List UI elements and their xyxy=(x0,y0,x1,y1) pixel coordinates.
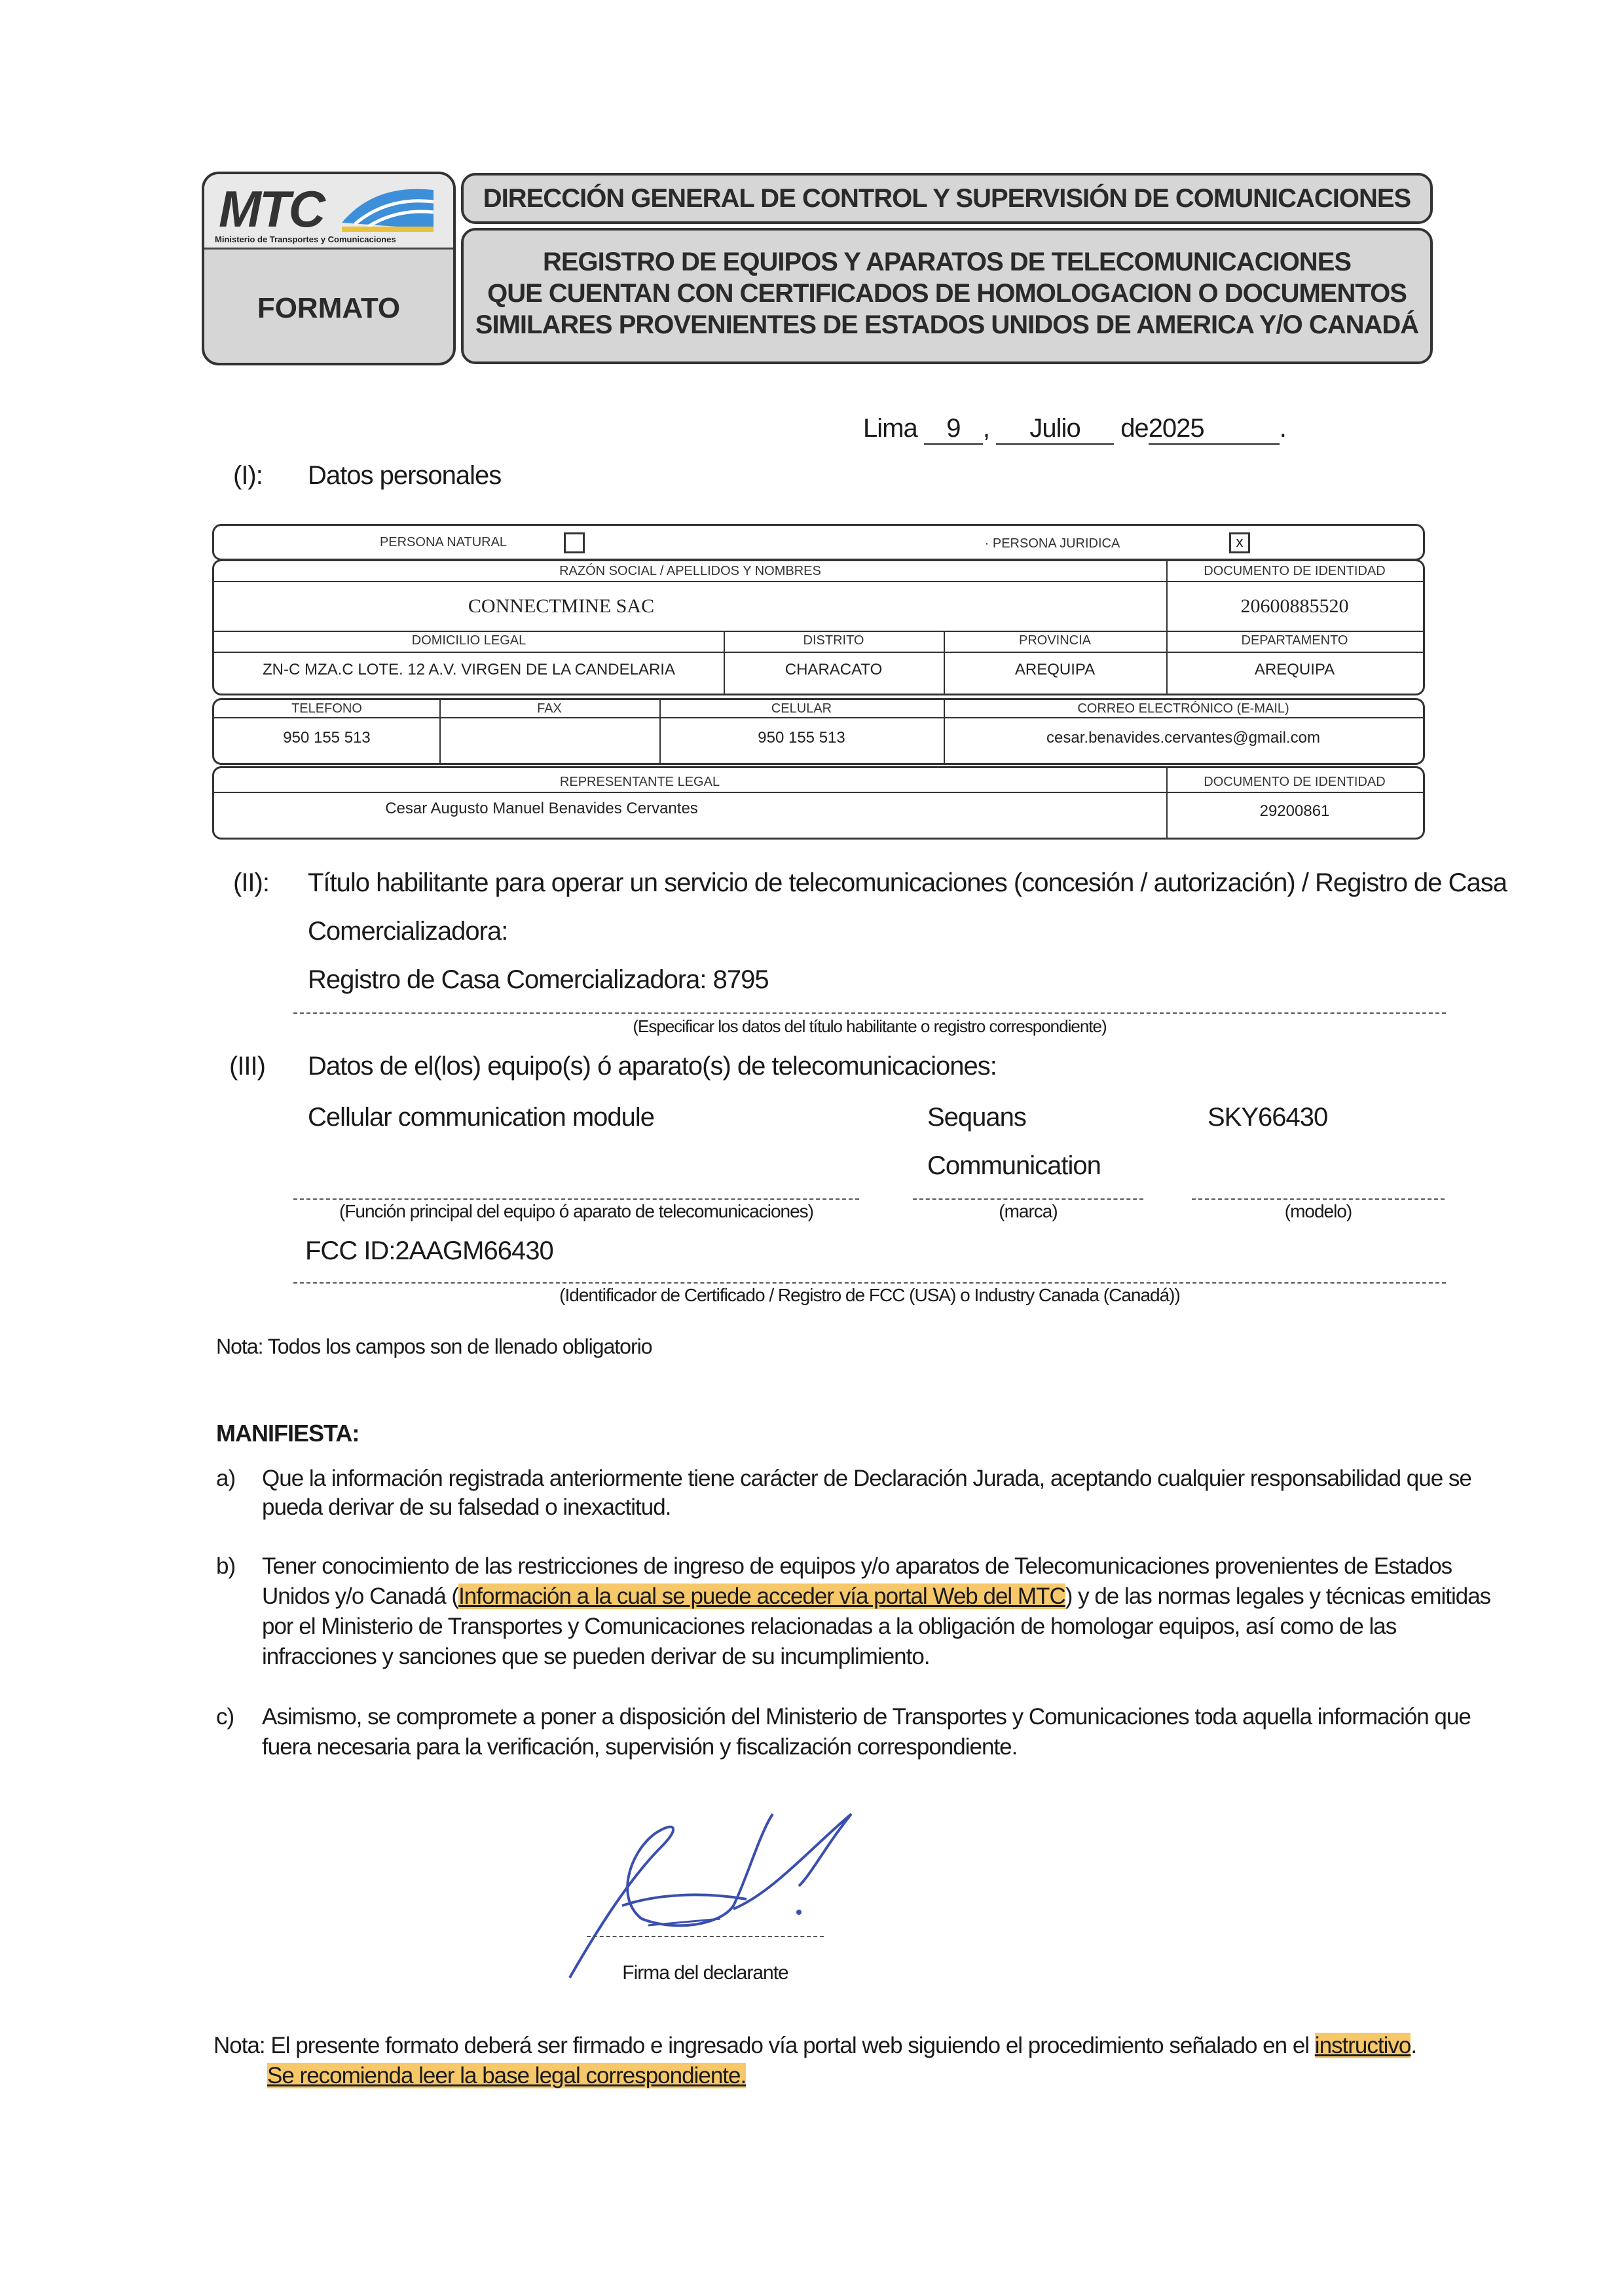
registro-title xyxy=(461,228,1433,364)
item-b-line1: Tener conocimiento de las restricciones de ingreso de equipos y/o aparatos de Telecomunicaciones provenientes de Estados xyxy=(262,1553,1452,1579)
item-b-line4: infracciones y sanciones que se pueden derivar de su incumplimiento. xyxy=(262,1644,930,1669)
logo-wave-icon xyxy=(335,183,440,232)
distrito-label: DISTRITO xyxy=(803,633,864,648)
item-a-line1: Que la información registrada anteriormente tiene carácter de Declaración Jurada, aceptando cualquier responsabilidad que se xyxy=(262,1466,1471,1491)
doc-identidad-label: DOCUMENTO DE IDENTIDAD xyxy=(1204,564,1386,578)
item-a-line2: pueda derivar de su falsedad o inexactitud. xyxy=(262,1494,671,1520)
marca-value-line2: Communication xyxy=(927,1151,1101,1180)
formato-label: FORMATO xyxy=(257,292,401,324)
base-legal-link[interactable]: Se recomienda leer la base legal correspondiente. xyxy=(267,2063,747,2088)
section2-title-line1: Título habilitante para operar un servicio de telecomunicaciones (concesión / autorización) / Registro de Casa xyxy=(308,868,1507,897)
doc-identidad-value: 20600885520 xyxy=(1240,595,1349,617)
section3-number: (III) xyxy=(229,1052,265,1081)
fax-label: FAX xyxy=(537,701,562,716)
razon-social-block xyxy=(212,559,1425,695)
signature-image xyxy=(550,1794,904,1984)
telefono-label: TELEFONO xyxy=(291,701,362,716)
distrito-value: CHARACATO xyxy=(784,661,883,678)
item-a-letter: a) xyxy=(216,1466,236,1491)
funcion-value: Cellular communication module xyxy=(308,1103,655,1132)
item-b-line3: por el Ministerio de Transportes y Comunicaciones relacionadas a la obligación de homologar equipos, así como de las xyxy=(262,1614,1397,1639)
date-de: de xyxy=(1120,414,1149,443)
celular-value: 950 155 513 xyxy=(758,729,845,747)
contact-block xyxy=(212,698,1425,765)
item-b-letter: b) xyxy=(216,1553,236,1579)
modelo-value: SKY66430 xyxy=(1208,1103,1328,1132)
marca-value-line1: Sequans xyxy=(927,1103,1026,1132)
section1-number: (I): xyxy=(233,461,263,490)
razon-social-value: CONNECTMINE SAC xyxy=(468,595,655,617)
doc-rep-value: 29200861 xyxy=(1259,802,1330,820)
fcc-value: FCC ID:2AAGM66430 xyxy=(305,1236,553,1265)
instructivo-link[interactable]: instructivo xyxy=(1314,2033,1411,2058)
section2-value: Registro de Casa Comercializadora: 8795 xyxy=(308,965,769,994)
departamento-label: DEPARTAMENTO xyxy=(1241,633,1348,648)
nota-firma-period: . xyxy=(1411,2033,1417,2058)
doc-rep-label: DOCUMENTO DE IDENTIDAD xyxy=(1204,775,1386,789)
date-year: 2025 xyxy=(1149,414,1280,445)
item-c-line2: fuera necesaria para la verificación, supervisión y fiscalización correspondiente. xyxy=(262,1734,1018,1760)
base-legal-link-wrap xyxy=(267,2063,746,2089)
correo-label: CORREO ELECTRÓNICO (E-MAIL) xyxy=(1077,701,1289,716)
logo-subtitle: Ministerio de Transportes y Comunicaciones xyxy=(215,234,396,244)
telefono-value: 950 155 513 xyxy=(283,729,371,747)
nota-obligatorio: Nota: Todos los campos son de llenado obligatorio xyxy=(216,1335,652,1358)
section2-title-line2: Comercializadora: xyxy=(308,917,508,946)
logo-top xyxy=(204,174,453,250)
provincia-label: PROVINCIA xyxy=(1018,633,1092,648)
marca-caption: (marca) xyxy=(999,1201,1058,1221)
nota-firma xyxy=(213,2033,1416,2059)
fcc-caption: (Identificador de Certificado / Registro de FCC (USA) o Industry Canada (Canadá)) xyxy=(559,1285,1180,1305)
section2-caption: (Especificar los datos del título habilitante o registro correspondiente) xyxy=(633,1016,1107,1036)
registro-line-2: QUE CUENTAN CON CERTIFICADOS DE HOMOLOGACION O DOCUMENTOS xyxy=(487,279,1407,308)
correo-value: cesar.benavides.cervantes@gmail.com xyxy=(1046,729,1320,747)
persona-juridica-label: · PERSONA JURIDICA xyxy=(984,536,1120,551)
domicilio-value: ZN-C MZA.C LOTE. 12 A.V. VIRGEN DE LA CANDELARIA xyxy=(263,661,675,678)
date-day: 9 xyxy=(924,414,983,445)
section2-number: (II): xyxy=(233,868,269,897)
section3-title: Datos de el(los) equipo(s) ó aparato(s) de telecomunicaciones: xyxy=(308,1052,997,1081)
representante-block xyxy=(212,766,1425,840)
representante-value: Cesar Augusto Manuel Benavides Cervantes xyxy=(385,800,698,817)
item-c-line1: Asimismo, se compromete a poner a disposición del Ministerio de Transportes y Comunicaciones toda aquella información que xyxy=(262,1704,1471,1730)
item-c-letter: c) xyxy=(216,1704,234,1730)
registro-line-3: SIMILARES PROVENIENTES DE ESTADOS UNIDOS DE AMERICA Y/O CANADÁ xyxy=(475,310,1419,339)
persona-type-row xyxy=(212,524,1425,561)
departamento-value: AREQUIPA xyxy=(1254,661,1335,678)
nota-firma-text: Nota: El presente formato deberá ser firmado e ingresado vía portal web siguiendo el procedimiento señalado en el xyxy=(213,2033,1315,2058)
provincia-value: AREQUIPA xyxy=(1014,661,1096,678)
mtc-portal-link[interactable]: Información a la cual se puede acceder vía portal Web del MTC xyxy=(458,1583,1065,1609)
date-line: Lima 9 , Julio de2025 . xyxy=(863,414,1286,445)
mtc-logo-block xyxy=(202,172,456,365)
firma-label: Firma del declarante xyxy=(622,1962,788,1984)
registro-line-1: REGISTRO DE EQUIPOS Y APARATOS DE TELECOMUNICACIONES xyxy=(542,248,1352,276)
manifiesta-title: MANIFIESTA: xyxy=(216,1420,360,1447)
date-month: Julio xyxy=(996,414,1114,445)
celular-label: CELULAR xyxy=(771,701,832,716)
item-b-line2-pre: Unidos y/o Canadá ( xyxy=(262,1583,459,1609)
persona-natural-checkbox[interactable] xyxy=(564,532,585,553)
mtc-logo: MTC xyxy=(219,180,323,238)
persona-juridica-checkbox[interactable]: x xyxy=(1229,532,1250,553)
domicilio-label: DOMICILIO LEGAL xyxy=(411,633,526,648)
section1-title: Datos personales xyxy=(308,461,502,490)
item-b-line2 xyxy=(262,1583,1490,1610)
modelo-caption: (modelo) xyxy=(1284,1201,1352,1221)
direccion-title: DIRECCIÓN GENERAL DE CONTROL Y SUPERVISIÓN DE COMUNICACIONES xyxy=(461,173,1433,224)
item-b-line2-post: ) y de las normas legales y técnicas emitidas xyxy=(1065,1583,1491,1609)
representante-label: REPRESENTANTE LEGAL xyxy=(559,775,720,789)
date-city: Lima xyxy=(863,414,917,443)
funcion-caption: (Función principal del equipo ó aparato de telecomunicaciones) xyxy=(339,1201,814,1221)
persona-natural-label: PERSONA NATURAL xyxy=(379,535,507,549)
razon-social-label: RAZÓN SOCIAL / APELLIDOS Y NOMBRES xyxy=(559,564,821,578)
